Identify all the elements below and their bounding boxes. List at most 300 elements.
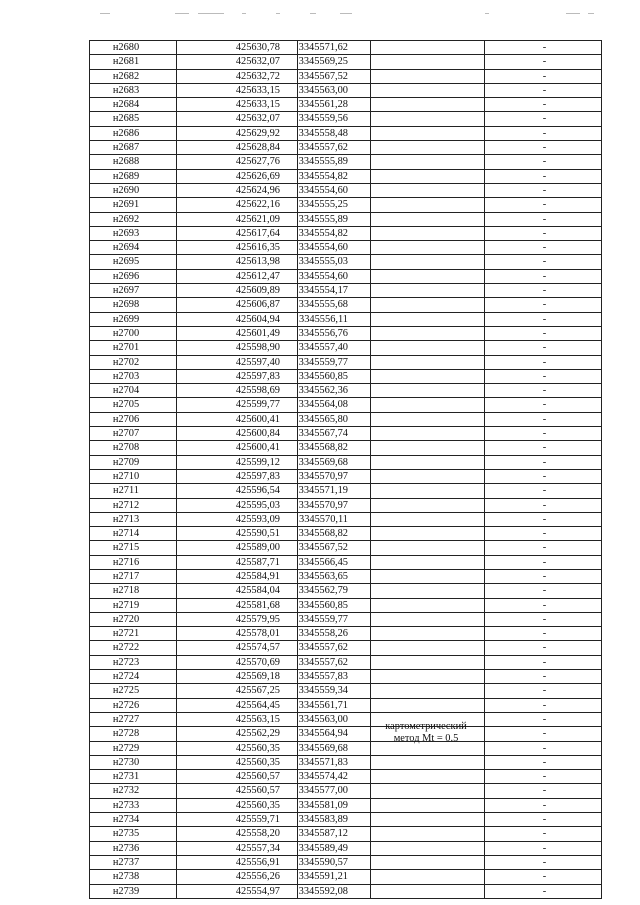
table-row xyxy=(90,512,602,526)
method-cell xyxy=(371,355,485,369)
mark-cell: - xyxy=(485,541,602,555)
method-line-1: картометрический xyxy=(385,721,467,732)
x-coordinate-cell: 425598,69 xyxy=(177,384,298,398)
method-cell xyxy=(371,255,485,269)
y-coordinate-cell: 3345557,40 xyxy=(298,341,371,355)
y-coordinate-cell: 3345564,08 xyxy=(298,398,371,412)
y-coordinate-cell: 3345567,52 xyxy=(298,69,371,83)
y-coordinate-cell: 3345570,97 xyxy=(298,498,371,512)
method-cell xyxy=(371,341,485,355)
method-cell xyxy=(371,155,485,169)
x-coordinate-cell: 425560,35 xyxy=(177,755,298,769)
x-coordinate-cell: 425581,68 xyxy=(177,598,298,612)
y-coordinate-cell: 3345554,60 xyxy=(298,269,371,283)
y-coordinate-cell: 3345571,19 xyxy=(298,484,371,498)
mark-cell: - xyxy=(485,98,602,112)
x-coordinate-cell: 425630,78 xyxy=(177,41,298,55)
point-name-cell: н2683 xyxy=(90,83,177,97)
mark-cell: - xyxy=(485,841,602,855)
point-name-cell: н2705 xyxy=(90,398,177,412)
y-coordinate-cell: 3345557,83 xyxy=(298,670,371,684)
table-row xyxy=(90,598,602,612)
table-row xyxy=(90,369,602,383)
table-row xyxy=(90,355,602,369)
point-name-cell: н2724 xyxy=(90,670,177,684)
x-coordinate-cell: 425584,04 xyxy=(177,584,298,598)
x-coordinate-cell: 425560,35 xyxy=(177,741,298,755)
point-name-cell: н2706 xyxy=(90,412,177,426)
x-coordinate-cell: 425627,76 xyxy=(177,155,298,169)
y-coordinate-cell: 3345583,89 xyxy=(298,813,371,827)
y-coordinate-cell: 3345554,82 xyxy=(298,169,371,183)
method-cell xyxy=(371,870,485,884)
mark-cell: - xyxy=(485,741,602,755)
mark-cell: - xyxy=(485,484,602,498)
point-name-cell: н2701 xyxy=(90,341,177,355)
point-name-cell: н2703 xyxy=(90,369,177,383)
table-row xyxy=(90,712,602,726)
method-cell xyxy=(371,198,485,212)
point-name-cell: н2690 xyxy=(90,183,177,197)
table-row xyxy=(90,627,602,641)
mark-cell: - xyxy=(485,183,602,197)
method-cell xyxy=(371,498,485,512)
y-coordinate-cell: 3345560,85 xyxy=(298,598,371,612)
point-name-cell: н2731 xyxy=(90,770,177,784)
y-coordinate-cell: 3345571,83 xyxy=(298,755,371,769)
method-cell xyxy=(371,641,485,655)
method-cell xyxy=(371,798,485,812)
table-row xyxy=(90,255,602,269)
x-coordinate-cell: 425563,15 xyxy=(177,712,298,726)
x-coordinate-cell: 425596,54 xyxy=(177,484,298,498)
mark-cell: - xyxy=(485,598,602,612)
table-row xyxy=(90,241,602,255)
x-coordinate-cell: 425556,91 xyxy=(177,855,298,869)
method-cell xyxy=(371,384,485,398)
point-name-cell: н2725 xyxy=(90,684,177,698)
table-row xyxy=(90,684,602,698)
x-coordinate-cell: 425584,91 xyxy=(177,569,298,583)
method-cell xyxy=(371,527,485,541)
table-row xyxy=(90,469,602,483)
table-row xyxy=(90,98,602,112)
mark-cell: - xyxy=(485,727,602,741)
y-coordinate-cell: 3345563,00 xyxy=(298,83,371,97)
method-cell xyxy=(371,55,485,69)
point-name-cell: н2727 xyxy=(90,712,177,726)
table-row xyxy=(90,755,602,769)
mark-cell: - xyxy=(485,269,602,283)
point-name-cell: н2702 xyxy=(90,355,177,369)
point-name-cell: н2709 xyxy=(90,455,177,469)
point-name-cell: н2680 xyxy=(90,41,177,55)
mark-cell: - xyxy=(485,655,602,669)
y-coordinate-cell: 3345561,71 xyxy=(298,698,371,712)
point-name-cell: н2720 xyxy=(90,612,177,626)
x-coordinate-cell: 425599,77 xyxy=(177,398,298,412)
y-coordinate-cell: 3345574,42 xyxy=(298,770,371,784)
method-cell xyxy=(371,369,485,383)
x-coordinate-cell: 425567,25 xyxy=(177,684,298,698)
x-coordinate-cell: 425633,15 xyxy=(177,83,298,97)
mark-cell: - xyxy=(485,226,602,240)
mark-cell: - xyxy=(485,569,602,583)
table-row xyxy=(90,698,602,712)
method-note xyxy=(370,721,482,745)
point-name-cell: н2681 xyxy=(90,55,177,69)
y-coordinate-cell: 3345567,52 xyxy=(298,541,371,555)
table-row xyxy=(90,341,602,355)
point-name-cell: н2691 xyxy=(90,198,177,212)
x-coordinate-cell: 425626,69 xyxy=(177,169,298,183)
mark-cell: - xyxy=(485,612,602,626)
y-coordinate-cell: 3345556,11 xyxy=(298,312,371,326)
method-cell xyxy=(371,41,485,55)
point-name-cell: н2695 xyxy=(90,255,177,269)
x-coordinate-cell: 425556,26 xyxy=(177,870,298,884)
x-coordinate-cell: 425600,84 xyxy=(177,427,298,441)
table-row xyxy=(90,126,602,140)
table-row xyxy=(90,527,602,541)
point-name-cell: н2716 xyxy=(90,555,177,569)
x-coordinate-cell: 425559,71 xyxy=(177,813,298,827)
mark-cell: - xyxy=(485,813,602,827)
mark-cell: - xyxy=(485,312,602,326)
x-coordinate-cell: 425597,83 xyxy=(177,469,298,483)
mark-cell: - xyxy=(485,341,602,355)
y-coordinate-cell: 3345561,28 xyxy=(298,98,371,112)
point-name-cell: н2726 xyxy=(90,698,177,712)
y-coordinate-cell: 3345571,62 xyxy=(298,41,371,55)
mark-cell: - xyxy=(485,798,602,812)
mark-cell: - xyxy=(485,755,602,769)
point-name-cell: н2737 xyxy=(90,855,177,869)
x-coordinate-cell: 425621,09 xyxy=(177,212,298,226)
x-coordinate-cell: 425613,98 xyxy=(177,255,298,269)
mark-cell: - xyxy=(485,198,602,212)
mark-cell: - xyxy=(485,712,602,726)
point-name-cell: н2697 xyxy=(90,284,177,298)
table-row xyxy=(90,384,602,398)
y-coordinate-cell: 3345563,65 xyxy=(298,569,371,583)
mark-cell: - xyxy=(485,641,602,655)
x-coordinate-cell: 425569,18 xyxy=(177,670,298,684)
point-name-cell: н2714 xyxy=(90,527,177,541)
mark-cell: - xyxy=(485,698,602,712)
y-coordinate-cell: 3345564,94 xyxy=(298,727,371,741)
y-coordinate-cell: 3345563,00 xyxy=(298,712,371,726)
table-row xyxy=(90,569,602,583)
table-row xyxy=(90,541,602,555)
x-coordinate-cell: 425598,90 xyxy=(177,341,298,355)
y-coordinate-cell: 3345559,56 xyxy=(298,112,371,126)
method-cell xyxy=(371,770,485,784)
x-coordinate-cell: 425597,83 xyxy=(177,369,298,383)
table-row xyxy=(90,226,602,240)
y-coordinate-cell: 3345581,09 xyxy=(298,798,371,812)
y-coordinate-cell: 3345569,68 xyxy=(298,455,371,469)
method-cell xyxy=(371,584,485,598)
mark-cell: - xyxy=(485,55,602,69)
mark-cell: - xyxy=(485,584,602,598)
y-coordinate-cell: 3345559,34 xyxy=(298,684,371,698)
x-coordinate-cell: 425632,07 xyxy=(177,112,298,126)
table-row xyxy=(90,326,602,340)
mark-cell: - xyxy=(485,369,602,383)
table-row xyxy=(90,398,602,412)
x-coordinate-cell: 425597,40 xyxy=(177,355,298,369)
mark-cell: - xyxy=(485,169,602,183)
table-row xyxy=(90,641,602,655)
y-coordinate-cell: 3345592,08 xyxy=(298,884,371,898)
table-row xyxy=(90,841,602,855)
y-coordinate-cell: 3345569,25 xyxy=(298,55,371,69)
x-coordinate-cell: 425628,84 xyxy=(177,141,298,155)
mark-cell: - xyxy=(485,770,602,784)
x-coordinate-cell: 425562,29 xyxy=(177,727,298,741)
table-row xyxy=(90,427,602,441)
y-coordinate-cell: 3345565,80 xyxy=(298,412,371,426)
point-name-cell: н2684 xyxy=(90,98,177,112)
y-coordinate-cell: 3345555,89 xyxy=(298,212,371,226)
y-coordinate-cell: 3345589,49 xyxy=(298,841,371,855)
x-coordinate-cell: 425599,12 xyxy=(177,455,298,469)
table-row xyxy=(90,727,602,741)
mark-cell: - xyxy=(485,870,602,884)
y-coordinate-cell: 3345559,77 xyxy=(298,355,371,369)
point-name-cell: н2715 xyxy=(90,541,177,555)
method-cell xyxy=(371,512,485,526)
mark-cell: - xyxy=(485,398,602,412)
table-row xyxy=(90,498,602,512)
y-coordinate-cell: 3345557,62 xyxy=(298,641,371,655)
point-name-cell: н2730 xyxy=(90,755,177,769)
method-cell xyxy=(371,884,485,898)
method-cell xyxy=(371,112,485,126)
point-name-cell: н2696 xyxy=(90,269,177,283)
mark-cell: - xyxy=(485,455,602,469)
point-name-cell: н2739 xyxy=(90,884,177,898)
mark-cell: - xyxy=(485,441,602,455)
x-coordinate-cell: 425606,87 xyxy=(177,298,298,312)
method-cell xyxy=(371,541,485,555)
mark-cell: - xyxy=(485,141,602,155)
method-cell xyxy=(371,98,485,112)
table-row xyxy=(90,441,602,455)
method-cell xyxy=(371,684,485,698)
y-coordinate-cell: 3345569,68 xyxy=(298,741,371,755)
mark-cell: - xyxy=(485,555,602,569)
point-name-cell: н2712 xyxy=(90,498,177,512)
y-coordinate-cell: 3345558,48 xyxy=(298,126,371,140)
method-cell xyxy=(371,841,485,855)
y-coordinate-cell: 3345562,79 xyxy=(298,584,371,598)
x-coordinate-cell: 425612,47 xyxy=(177,269,298,283)
y-coordinate-cell: 3345555,89 xyxy=(298,155,371,169)
method-cell xyxy=(371,212,485,226)
table-row xyxy=(90,884,602,898)
x-coordinate-cell: 425587,71 xyxy=(177,555,298,569)
table-row xyxy=(90,670,602,684)
table-row xyxy=(90,41,602,55)
point-name-cell: н2688 xyxy=(90,155,177,169)
method-cell xyxy=(371,598,485,612)
method-cell xyxy=(371,569,485,583)
x-coordinate-cell: 425570,69 xyxy=(177,655,298,669)
method-cell xyxy=(371,670,485,684)
method-cell xyxy=(371,455,485,469)
table-row xyxy=(90,112,602,126)
table-row xyxy=(90,484,602,498)
method-cell xyxy=(371,555,485,569)
y-coordinate-cell: 3345577,00 xyxy=(298,784,371,798)
point-name-cell: н2693 xyxy=(90,226,177,240)
method-cell xyxy=(371,183,485,197)
point-name-cell: н2687 xyxy=(90,141,177,155)
x-coordinate-cell: 425560,57 xyxy=(177,784,298,798)
table-row xyxy=(90,141,602,155)
table-row xyxy=(90,827,602,841)
point-name-cell: н2719 xyxy=(90,598,177,612)
y-coordinate-cell: 3345557,62 xyxy=(298,655,371,669)
y-coordinate-cell: 3345554,60 xyxy=(298,241,371,255)
y-coordinate-cell: 3345555,03 xyxy=(298,255,371,269)
mark-cell: - xyxy=(485,112,602,126)
mark-cell: - xyxy=(485,884,602,898)
y-coordinate-cell: 3345566,45 xyxy=(298,555,371,569)
point-name-cell: н2698 xyxy=(90,298,177,312)
y-coordinate-cell: 3345558,26 xyxy=(298,627,371,641)
point-name-cell: н2718 xyxy=(90,584,177,598)
point-name-cell: н2732 xyxy=(90,784,177,798)
point-name-cell: н2738 xyxy=(90,870,177,884)
method-cell xyxy=(371,655,485,669)
mark-cell: - xyxy=(485,241,602,255)
mark-cell: - xyxy=(485,212,602,226)
method-cell xyxy=(371,813,485,827)
mark-cell: - xyxy=(485,427,602,441)
method-cell xyxy=(371,612,485,626)
mark-cell: - xyxy=(485,155,602,169)
method-cell xyxy=(371,83,485,97)
method-cell xyxy=(371,427,485,441)
x-coordinate-cell: 425600,41 xyxy=(177,441,298,455)
point-name-cell: н2685 xyxy=(90,112,177,126)
point-name-cell: н2692 xyxy=(90,212,177,226)
method-cell xyxy=(371,298,485,312)
point-name-cell: н2704 xyxy=(90,384,177,398)
x-coordinate-cell: 425595,03 xyxy=(177,498,298,512)
y-coordinate-cell: 3345557,62 xyxy=(298,141,371,155)
x-coordinate-cell: 425560,35 xyxy=(177,798,298,812)
method-cell xyxy=(371,269,485,283)
y-coordinate-cell: 3345555,68 xyxy=(298,298,371,312)
x-coordinate-cell: 425600,41 xyxy=(177,412,298,426)
mark-cell: - xyxy=(485,670,602,684)
mark-cell: - xyxy=(485,512,602,526)
x-coordinate-cell: 425590,51 xyxy=(177,527,298,541)
point-name-cell: н2723 xyxy=(90,655,177,669)
x-coordinate-cell: 425604,94 xyxy=(177,312,298,326)
method-cell xyxy=(371,241,485,255)
x-coordinate-cell: 425558,20 xyxy=(177,827,298,841)
table-row xyxy=(90,655,602,669)
table-row xyxy=(90,870,602,884)
table-row xyxy=(90,612,602,626)
y-coordinate-cell: 3345587,12 xyxy=(298,827,371,841)
point-name-cell: н2717 xyxy=(90,569,177,583)
x-coordinate-cell: 425557,34 xyxy=(177,841,298,855)
table-row xyxy=(90,155,602,169)
y-coordinate-cell: 3345555,25 xyxy=(298,198,371,212)
point-name-cell: н2708 xyxy=(90,441,177,455)
table-row xyxy=(90,741,602,755)
point-name-cell: н2700 xyxy=(90,326,177,340)
coordinates-table-body xyxy=(90,41,602,899)
y-coordinate-cell: 3345556,76 xyxy=(298,326,371,340)
y-coordinate-cell: 3345554,60 xyxy=(298,183,371,197)
x-coordinate-cell: 425589,00 xyxy=(177,541,298,555)
method-line-2: метод Mt = 0.5 xyxy=(393,733,459,744)
table-row xyxy=(90,855,602,869)
x-coordinate-cell: 425564,45 xyxy=(177,698,298,712)
mark-cell: - xyxy=(485,469,602,483)
mark-cell: - xyxy=(485,284,602,298)
method-cell xyxy=(371,698,485,712)
point-name-cell: н2710 xyxy=(90,469,177,483)
x-coordinate-cell: 425601,49 xyxy=(177,326,298,340)
point-name-cell: н2694 xyxy=(90,241,177,255)
y-coordinate-cell: 3345560,85 xyxy=(298,369,371,383)
y-coordinate-cell: 3345562,36 xyxy=(298,384,371,398)
x-coordinate-cell: 425622,16 xyxy=(177,198,298,212)
method-cell xyxy=(371,326,485,340)
method-cell xyxy=(371,441,485,455)
coordinates-table xyxy=(89,40,602,899)
table-row xyxy=(90,212,602,226)
y-coordinate-cell: 3345554,17 xyxy=(298,284,371,298)
point-name-cell: н2728 xyxy=(90,727,177,741)
method-cell xyxy=(371,226,485,240)
x-coordinate-cell: 425633,15 xyxy=(177,98,298,112)
table-row xyxy=(90,69,602,83)
table-row xyxy=(90,284,602,298)
method-cell xyxy=(371,784,485,798)
method-cell xyxy=(371,69,485,83)
x-coordinate-cell: 425629,92 xyxy=(177,126,298,140)
mark-cell: - xyxy=(485,627,602,641)
table-row xyxy=(90,269,602,283)
point-name-cell: н2711 xyxy=(90,484,177,498)
y-coordinate-cell: 3345590,57 xyxy=(298,855,371,869)
method-cell xyxy=(371,412,485,426)
mark-cell: - xyxy=(485,855,602,869)
mark-cell: - xyxy=(485,684,602,698)
mark-cell: - xyxy=(485,69,602,83)
mark-cell: - xyxy=(485,384,602,398)
x-coordinate-cell: 425578,01 xyxy=(177,627,298,641)
point-name-cell: н2734 xyxy=(90,813,177,827)
y-coordinate-cell: 3345570,11 xyxy=(298,512,371,526)
x-coordinate-cell: 425632,72 xyxy=(177,69,298,83)
point-name-cell: н2686 xyxy=(90,126,177,140)
table-row xyxy=(90,298,602,312)
x-coordinate-cell: 425624,96 xyxy=(177,183,298,197)
y-coordinate-cell: 3345570,97 xyxy=(298,469,371,483)
point-name-cell: н2733 xyxy=(90,798,177,812)
method-cell xyxy=(371,312,485,326)
